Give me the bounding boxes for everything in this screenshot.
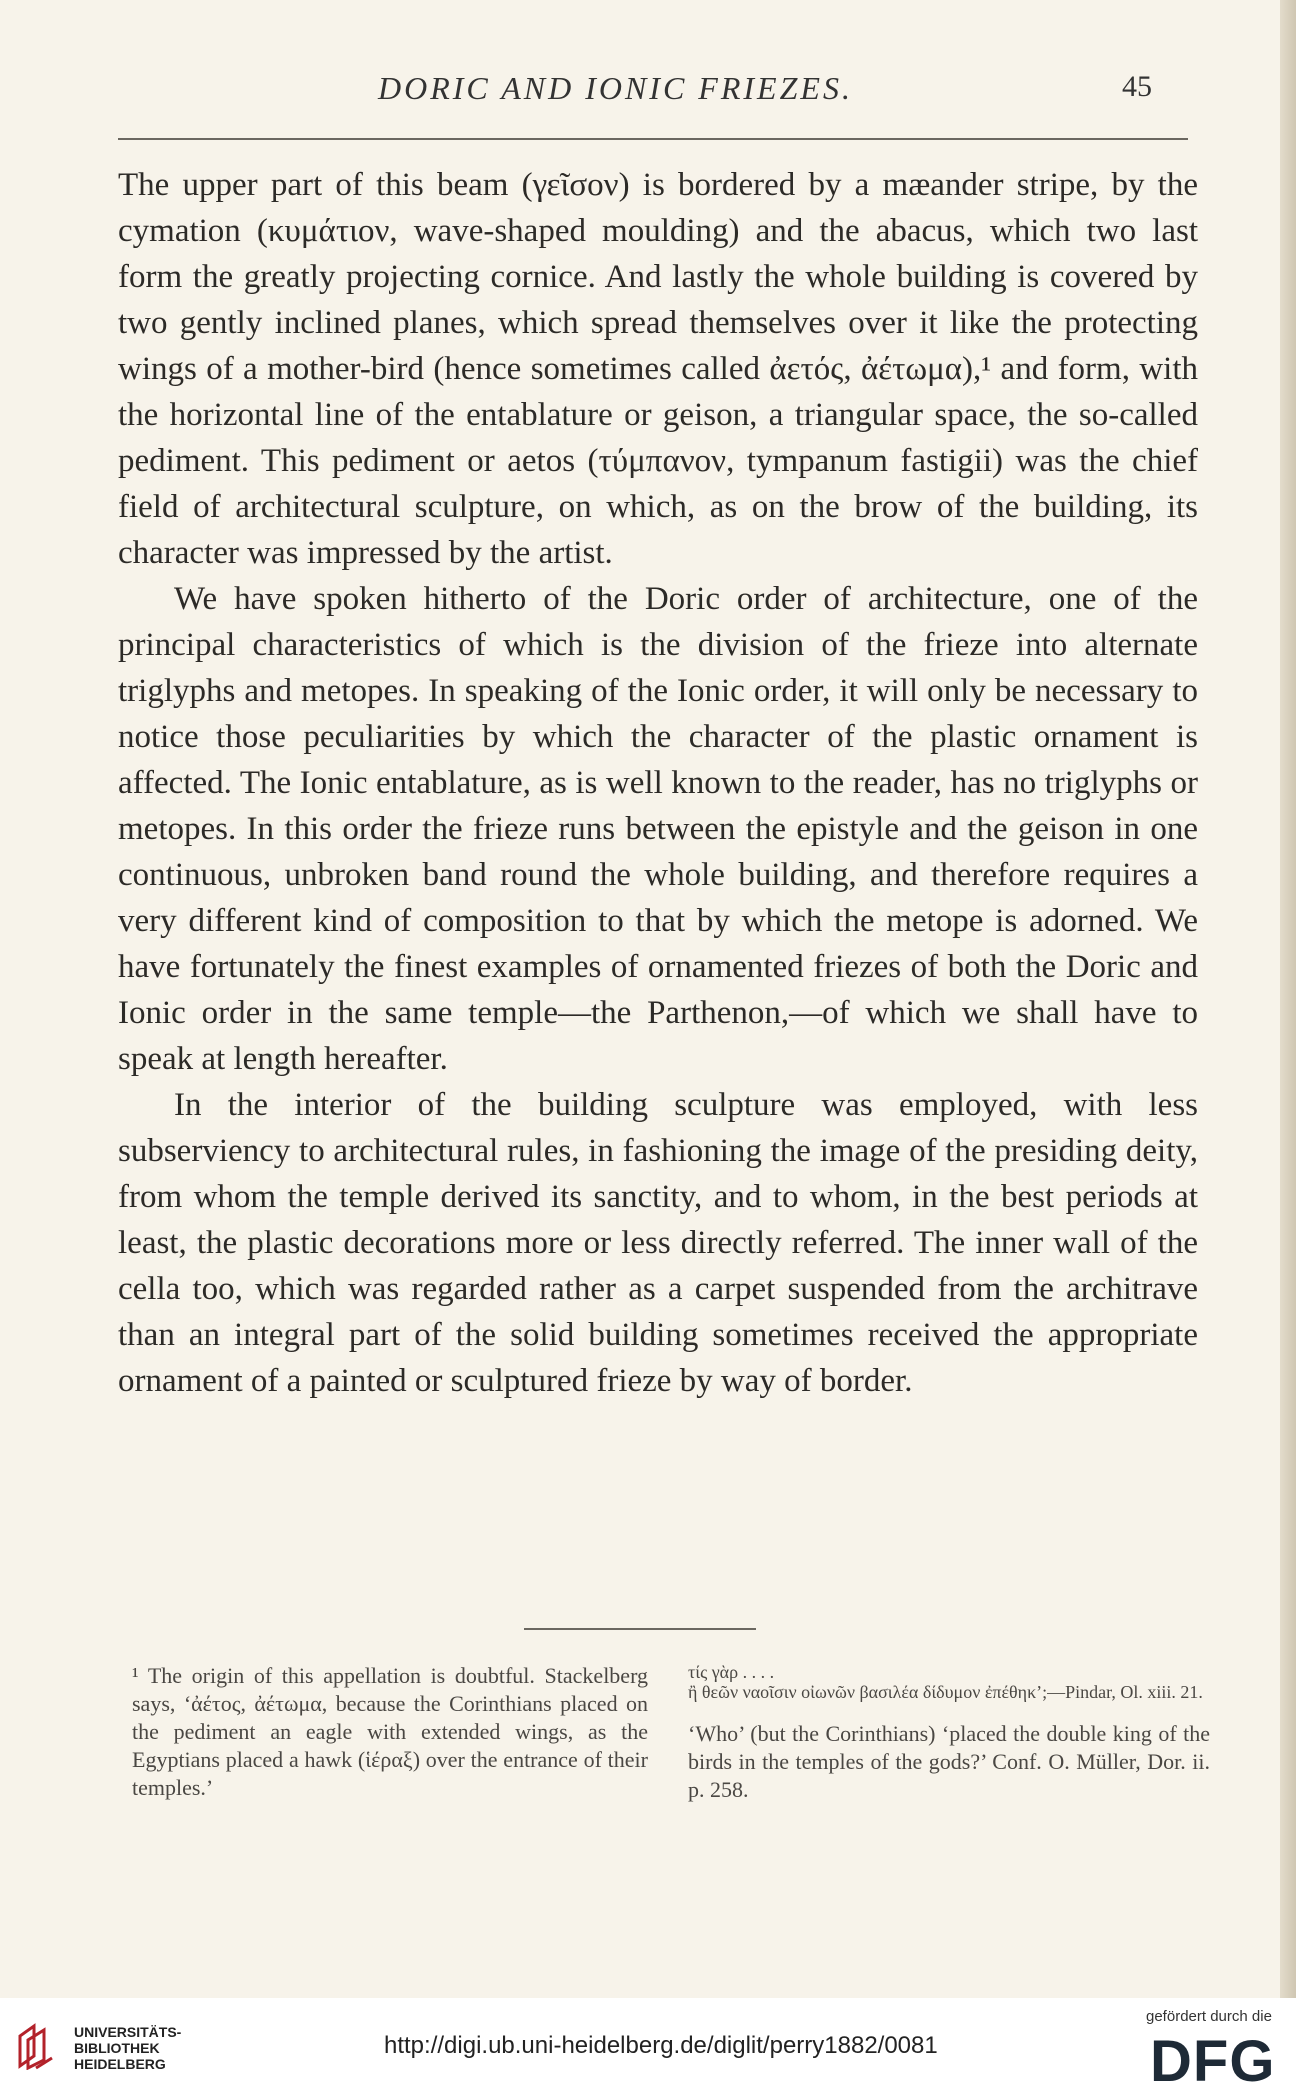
permalink-url[interactable]: http://digi.ub.uni-heidelberg.de/diglit/perry1882/0081 xyxy=(384,2032,938,2059)
paragraph-1: The upper part of this beam (γεῖσον) is bordered by a mæander stripe, by the cymation (κυμάτιον, wave-shaped moulding) and the abacus, which two last form the greatly projecting cornice. And lastly the whole building is covered by two gently inclined planes, which spread themselves over it like the protecting wings of a mother-bird (hence sometimes called ἀετός, ἀέτωμα),¹ and form, with the horizontal line of the entablature or geison, a triangular space, the so-called pediment. This pediment or aetos (τύμπανον, tympanum fastigii) was the chief field of architectural sculpture, on which, as on the brow of the building, its character was impressed by the artist. xyxy=(118,167,1198,571)
paragraph-2: We have spoken hitherto of the Doric order of architecture, one of the principal characteristics of which is the division of the frieze into alternate triglyphs and metopes. In speaking of the Ionic order, it will only be necessary to notice those peculiarities by which the character of the plastic ornament is affected. The Ionic entablature, as is well known to the reader, has no triglyphs or metopes. In this order the frieze runs between the epistyle and the geison in one continuous, unbroken band round the whole building, and therefore requires a very different kind of composition to that by which the metope is adorned. We have fortunately the finest examples of ornamented friezes of both the Doric and Ionic order in the same temple—the Parthenon,—of which we shall have to speak at length hereafter. xyxy=(118,581,1198,1077)
library-logo-icon xyxy=(16,2022,56,2070)
paragraph-3: In the interior of the building sculpture was employed, with less subserviency to architectural rules, in fashioning the image of the presiding deity, from whom the temple derived its sanctity, and to whom, in the best periods at least, the plastic decorations more or less directly referred. The inner wall of the cella too, which was regarded rather as a carpet suspended from the architrave than an integral part of the solid building sometimes received the appropriate ornament of a painted or sculptured frieze by way of border. xyxy=(118,1087,1198,1399)
running-head xyxy=(0,70,1280,120)
viewer-footer xyxy=(0,1998,1296,2098)
dfg-logo: DFG xyxy=(1150,2029,1276,2094)
footnote-left: ¹ The origin of this appellation is doubtful. Stackelberg says, ‘ἀέτος, ἀέτωμα, because the Corinthians placed on the pediment an eagle with extended wings, as the Egyptians placed a hawk (ἱέραξ) over the entrance of their temples.’ xyxy=(132,1663,648,1800)
footnote-greek-line-2: ἢ θεῶν ναοῖσιν οἰωνῶν βασιλέα δίδυμον ἐπέθηκ’;—Pindar, Ol. xiii. 21. xyxy=(688,1682,1203,1702)
footnote-greek-line-1: τίς γὰρ . . . . xyxy=(688,1662,775,1682)
footnote-right-text: ‘Who’ (but the Corinthians) ‘placed the double king of the birds in the temples of the gods?’ Conf. O. Müller, Dor. ii. p. 258. xyxy=(688,1721,1210,1802)
footnote-right xyxy=(688,1662,1210,1804)
footnote-rule xyxy=(524,1628,756,1630)
library-name: UNIVERSITÄTS- BIBLIOTHEK HEIDELBERG xyxy=(74,2024,182,2072)
running-title: DORIC AND IONIC FRIEZES. xyxy=(378,70,853,106)
header-rule xyxy=(118,138,1188,140)
page-edge xyxy=(1280,0,1296,1998)
page-number: 45 xyxy=(1122,70,1152,103)
sponsor-text: gefördert durch die xyxy=(1146,2008,1272,2025)
body-text xyxy=(118,162,1198,1404)
